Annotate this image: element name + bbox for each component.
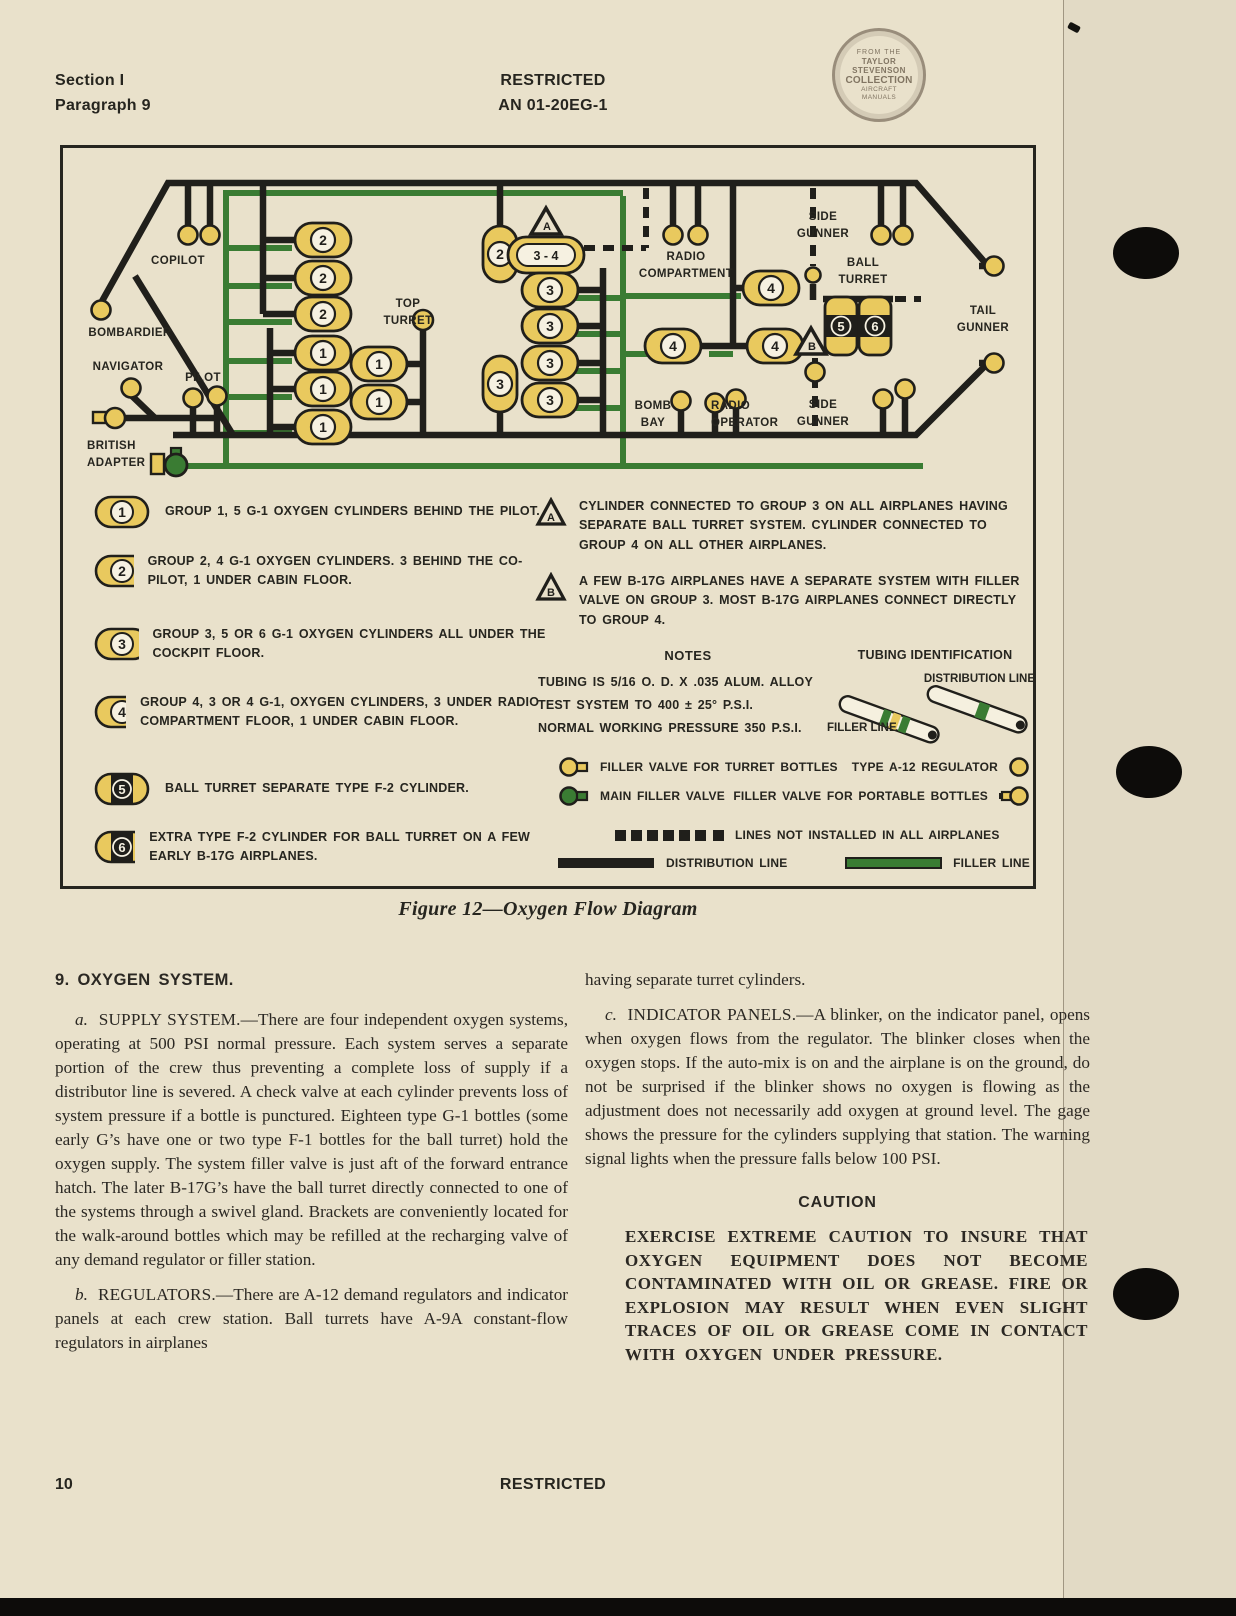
station-label-text: TURRET [383, 315, 433, 328]
legend-number: 3 [118, 636, 126, 653]
punch-hole [1113, 227, 1179, 279]
page-number: 10 [55, 1476, 73, 1493]
dashed-line-icon [615, 829, 725, 842]
header-center [0, 65, 1106, 118]
station-label-text: COPILOT [151, 255, 205, 267]
caution-heading: CAUTION [798, 1194, 877, 1211]
paragraph-letter: a. [75, 1010, 88, 1029]
cylinder-number: 2 [319, 306, 327, 322]
legend-item-group2 [93, 552, 553, 591]
triangle-letter: B [808, 341, 816, 353]
station-label-text: ADAPTER [87, 457, 146, 470]
station-label-text: BRITISH [87, 440, 136, 452]
notes-title: NOTES [664, 648, 712, 663]
station-label-tail-gunner [935, 303, 1031, 338]
station-label-text: BAY [640, 417, 666, 430]
scan-bottom-edge [0, 1598, 1236, 1616]
cylinder-number: 1 [375, 356, 383, 372]
punch-hole [1116, 746, 1182, 798]
note-text: A FEW B-17G AIRPLANES HAVE A SEPARATE SYSTEM WITH FILLER VALVE ON GROUP 3. MOST B-17G AIRPLANES CONNECT DIRECTLY TO GROUP 4. [579, 574, 1020, 627]
triangle-letter: A [543, 221, 551, 233]
cylinder-number: 1 [319, 381, 327, 397]
tubing-distribution-label: DISTRIBUTION LINE [923, 673, 1035, 685]
filler-line-tube [838, 694, 941, 745]
legend-item-bottle6 [93, 828, 553, 867]
group3-cylinders [483, 273, 578, 417]
valve-legend-text: FILLER VALVE FOR PORTABLE BOTTLES [733, 788, 988, 803]
station-label-pilot [161, 370, 245, 387]
cylinder-6-icon [93, 830, 135, 864]
stamp-line: FROM THE [856, 48, 902, 56]
article-right-column [585, 968, 1090, 1366]
legend-text: EXTRA TYPE F-2 CYLINDER FOR BALL TURRET ON A FEW EARLY B-17G AIRPLANES. [149, 830, 531, 864]
legend-number: 6 [118, 840, 126, 856]
main-filler-valve-legend-icon [558, 785, 590, 807]
cylinder-number: 3 [546, 318, 554, 334]
article-left-column [55, 968, 568, 1366]
valve-legend-row-3 [615, 826, 1000, 845]
cylinder-number: 4 [767, 280, 775, 296]
doc-number: AN 01-20EG-1 [498, 97, 608, 114]
notes-line: NORMAL WORKING PRESSURE 350 P.S.I. [538, 721, 802, 735]
notes-line: TEST SYSTEM TO 400 ± 25° P.S.I. [538, 698, 754, 712]
stamp-line: COLLECTION [845, 74, 913, 86]
station-label-copilot [133, 253, 223, 270]
punch-hole [1113, 1268, 1179, 1320]
valve-legend-text: DISTRIBUTION LINE [666, 856, 788, 870]
stamp-line: TAYLOR [861, 56, 897, 66]
tubing-drawing [835, 682, 1035, 748]
notes-line: TUBING IS 5/16 O. D. X .035 ALUM. ALLOY [538, 675, 814, 689]
paragraph-c [585, 1003, 1090, 1171]
cylinder-number: 3 [546, 392, 554, 408]
cylinder-number: 4 [669, 338, 677, 354]
paragraph-a [55, 1008, 568, 1272]
legend-number: 4 [118, 704, 126, 721]
station-label-text: PILOT [185, 372, 221, 384]
paragraph-letter: c. [605, 1005, 617, 1024]
legend-text: GROUP 2, 4 G-1 OXYGEN CYLINDERS. 3 BEHIND THE CO-PILOT, 1 UNDER CABIN FLOOR. [147, 554, 523, 588]
legend-item-group3 [93, 625, 553, 664]
legend-text: GROUP 3, 5 OR 6 G-1 OXYGEN CYLINDERS ALL UNDER THE COCKPIT FLOOR. [152, 627, 546, 661]
filler-line-icon [845, 857, 943, 869]
turret-filler-valve-icon [558, 756, 590, 778]
cylinder-number: 3 - 4 [533, 249, 559, 263]
station-label-text: BOMB [634, 400, 672, 412]
oxygen-flow-diagram [60, 145, 1036, 889]
note-a-marker [531, 208, 561, 234]
station-label-bomb-bay [613, 398, 693, 433]
paragraph-b [55, 1283, 568, 1355]
paragraph-lead: REGULATORS.— [97, 1285, 234, 1304]
triangle-note-b [535, 572, 1029, 630]
paragraph-text: A blinker, on the indicator panel, opens when oxygen flows from the regulator. The blinker closes when the oxygen stops. If the auto-mix is on and the airplane is on the ground, do not be surprised if the blinker shows no oxygen is flowing as the adjustment does not necessarily add oxygen at ground level. The gage shows the pressure for the cylinders supplying that station. The warning signal lights when the pressure falls below 100 PSI. [585, 1005, 1090, 1168]
cylinder-1-icon [93, 495, 151, 529]
tubing-identification [827, 648, 1035, 734]
paragraph-label: Paragraph 9 [55, 97, 151, 114]
figure-caption: Figure 12—Oxygen Flow Diagram [398, 898, 698, 920]
caution-text: EXERCISE EXTREME CAUTION TO INSURE THAT OXYGEN EQUIPMENT DOES NOT BECOME CONTAMINATED WITH OIL OR GREASE. FIRE OR EXPLOSION MAY RESULT WHEN EVEN SLIGHT TRACES OF OIL OR GREASE COME IN CONTACT WITH OXYGEN UNDER PRESSURE. [625, 1227, 1088, 1364]
station-label-text: SIDE [808, 211, 838, 223]
triangle-a-icon [535, 497, 567, 527]
tubing-title: TUBING IDENTIFICATION [857, 648, 1013, 662]
flow-diagram-svg [63, 148, 1033, 493]
station-label-text: SIDE [808, 399, 838, 411]
paragraph-text: There are A-12 demand regulators and indicator panels at each crew station. Ball turrets have A-9A constant-flow regulators in airplanes [55, 1285, 569, 1352]
stamp-line: MANUALS [861, 93, 897, 101]
paragraph-text: There are four independent oxygen systems, operating at 500 PSI normal pressure. Each system serves a separate portion of the crew thus preventing a complete loss of supply if a distributor line is severed. A check valve at each cylinder prevents loss of system pressure if a bottle is punctured. Eighteen type G-1 bottles (some early G’s have one or two type F-1 bottles for the ball turret) hold the oxygen supply. The system filler valve is just aft of the forward entrance hatch. The later B-17G’s have the ball turret directly connected to one of the systems through a swivel gland. Brackets are conveniently located for the walk-around bottles which may be refilled at the recharging valve of any demand regulator or filler station. [55, 1010, 569, 1269]
cylinder-number: 6 [871, 319, 879, 334]
valve-legend-text: LINES NOT INSTALLED IN ALL AIRPLANES [735, 828, 1000, 842]
cylinder-number: 3 [546, 282, 554, 298]
station-label-text: BOMBARDIER [88, 327, 172, 339]
station-label-text: GUNNER [796, 228, 850, 241]
footer-restricted: RESTRICTED [499, 1476, 607, 1493]
triangle-letter: A [547, 512, 555, 524]
restricted-label: RESTRICTED [500, 72, 606, 89]
station-label-text: TURRET [838, 274, 888, 287]
valve-legend-text: FILLER VALVE FOR TURRET BOTTLES [600, 759, 838, 774]
triangle-b-icon [535, 572, 567, 602]
legend-item-group4 [93, 693, 553, 732]
valve-legend-row-4 [558, 854, 1030, 873]
cylinder-number: 1 [375, 394, 383, 410]
cylinder-number: 1 [319, 419, 327, 435]
triangle-note-a [535, 497, 1029, 555]
legend-item-group1 [93, 495, 553, 529]
station-label-text: TAIL [969, 305, 997, 317]
valve-legend-row-2 [558, 785, 1030, 807]
station-label-ball-turret [815, 255, 911, 290]
cylinder-4-icon [93, 695, 126, 729]
paragraph-b-continuation: having separate turret cylinders. [585, 970, 806, 989]
a12-regulator-icon [1008, 756, 1030, 778]
valve-legend-row-1 [558, 756, 1030, 778]
station-label-side-gunner-top [773, 209, 873, 244]
station-label-british-adapter [87, 438, 177, 473]
cylinder-number: 3 [496, 376, 504, 392]
paragraph-letter: b. [75, 1285, 88, 1304]
cylinder-5-icon [93, 772, 151, 806]
legend-item-bottle5 [93, 772, 553, 806]
stamp-line: AIRCRAFT [861, 86, 897, 94]
paragraph-lead: SUPPLY SYSTEM.— [98, 1010, 259, 1029]
distribution-line-icon [558, 857, 656, 869]
legend-number: 1 [118, 504, 126, 520]
valve-legend-text: TYPE A-12 REGULATOR [851, 759, 998, 774]
legend-number: 5 [118, 782, 126, 797]
cylinder-number: 3 [546, 355, 554, 371]
cylinder-number: 2 [319, 232, 327, 248]
station-label-text: OPERATOR [711, 417, 779, 430]
tubing-filler-label: FILLER LINE [827, 722, 897, 734]
group1-cylinders [295, 336, 407, 444]
ball-turret-bottles [825, 297, 891, 355]
cylinder-number: 1 [319, 345, 327, 361]
legend-text: GROUP 4, 3 OR 4 G-1, OXYGEN CYLINDERS, 3 UNDER RADIO COMPARTMENT FLOOR, 1 UNDER CABIN FLOOR. [140, 695, 540, 729]
legend-number: 2 [118, 563, 126, 580]
cylinder-3-4 [508, 237, 584, 273]
cylinder-number: 5 [837, 319, 845, 334]
notes-block [538, 648, 838, 740]
walkaround-valve-icon [93, 408, 125, 428]
distribution-line-tube [926, 684, 1029, 735]
station-label-text: GUNNER [956, 322, 1010, 335]
cylinder-number: 2 [319, 270, 327, 286]
station-label-radio-compartment [611, 249, 761, 284]
station-label-text: RADIO [666, 251, 706, 263]
triangle-letter: B [547, 587, 555, 599]
station-label-bombardier [75, 325, 185, 342]
cylinder-2-icon [93, 554, 134, 588]
legend-text: GROUP 1, 5 G-1 OXYGEN CYLINDERS BEHIND THE PILOT. [165, 504, 540, 519]
station-label-text: RADIO [711, 400, 751, 412]
station-label-text: TOP [395, 298, 421, 310]
valve-legend-text: FILLER LINE [953, 856, 1030, 870]
page-footer [0, 1476, 1106, 1494]
station-label-text: NAVIGATOR [92, 361, 164, 373]
station-label-side-gunner-bottom [773, 397, 873, 432]
cylinder-3-icon [93, 627, 139, 661]
paragraph-lead: INDICATOR PANELS.— [627, 1005, 814, 1024]
stamp-line: STEVENSON [852, 65, 906, 75]
station-label-text: GUNNER [796, 416, 850, 429]
cylinder-number: 2 [496, 246, 504, 262]
station-label-text: COMPARTMENT [638, 268, 734, 281]
collection-stamp [832, 28, 926, 122]
station-label-text: BALL [846, 257, 880, 269]
valve-legend-text: MAIN FILLER VALVE [600, 788, 725, 803]
cylinder-number: 4 [771, 338, 779, 354]
section-heading: 9. OXYGEN SYSTEM. [55, 971, 234, 989]
section-label: Section I [55, 72, 125, 89]
station-label-top-turret [363, 296, 453, 331]
portable-filler-valve-icon [998, 785, 1030, 807]
note-text: CYLINDER CONNECTED TO GROUP 3 ON ALL AIRPLANES HAVING SEPARATE BALL TURRET SYSTEM. CYLINDER CONNECTED TO GROUP 4 ON ALL OTHER AIRPLANES. [579, 499, 1008, 552]
legend-text: BALL TURRET SEPARATE TYPE F-2 CYLINDER. [165, 781, 469, 796]
